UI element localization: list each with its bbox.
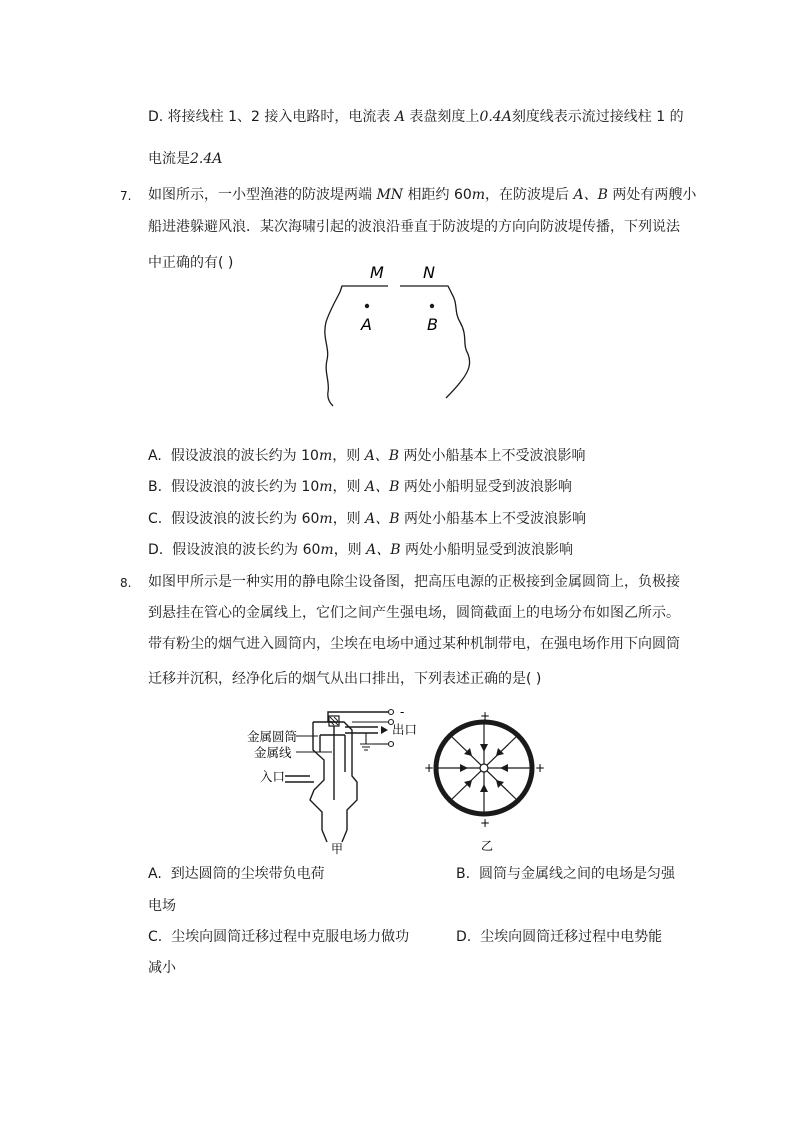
option-text: 假设波浪的波长约为 60 [172,542,321,558]
option-text: 尘埃向圆筒迁移过程中电势能 [480,929,663,945]
q7-stem-line3: 中正确的有( ) [148,255,234,271]
label-m: M [370,263,384,282]
minus-sign: - [400,705,405,719]
option-text: 两处小船基本上不受波浪影响 [399,448,586,464]
caption-jia: 甲 [331,842,344,856]
q7-number: 7. [120,189,132,203]
central-wire [480,764,488,772]
q7-stem-text: 如图所示，一小型渔港的防波堤两端 [148,187,377,203]
option-var: A、B [364,479,400,495]
q7-stem-text: 两处有两艘小 [607,187,697,203]
q8-stem-line3: 带有粉尘的烟气进入圆筒内，尘埃在电场中通过某种机制带电，在强电场作用下向圆筒 [148,636,680,652]
option-text: 到达圆筒的尘埃带负电荷 [170,866,325,882]
option-letter: B. [456,866,471,882]
q7-option-a[interactable] [148,446,586,466]
option-letter: A. [148,866,162,882]
label-metal-wire: 金属线 [254,745,292,760]
q6-option-d-text: 刻度线表示流过接线柱 1 的 [511,109,684,125]
field-arrows [460,744,508,792]
label-n: N [423,263,435,282]
option-text: ，则 [332,479,365,495]
option-unit: m [320,542,334,558]
option-var: A、B [366,542,401,558]
option-text: 假设波浪的波长约为 10 [170,448,319,464]
q8-option-a[interactable] [148,864,325,884]
label-outlet: 出口 [392,722,418,737]
current-value: 2.4A [190,151,223,167]
q8-option-b[interactable] [456,864,675,884]
option-text: 尘埃向圆筒迁移过程中克服电场力做功 [171,929,410,945]
option-unit: m [319,511,333,527]
q8-stem-line4: 迁移并沉积，经净化后的烟气从出口排出，下列表述正确的是( ) [148,671,542,687]
q8-stem-line1: 如图甲所示是一种实用的静电除尘设备图，把高压电源的正极接到金属圆筒上，负极接 [148,574,680,590]
q7-var-ab: A、B [573,187,608,203]
plus-right: + [535,761,546,775]
point-a-dot [365,304,369,308]
option-var: A、B [364,448,400,464]
q7-option-d[interactable] [148,540,573,560]
q6-option-d-line2 [148,149,222,169]
q8-number: 8. [120,576,132,590]
option-letter: A. [148,448,162,464]
q8-option-c[interactable] [148,927,409,947]
label-b: B [427,315,438,334]
q8-option-b-cont: 电场 [148,898,176,914]
option-text: ，则 [333,542,367,558]
option-text: 两处小船基本上不受波浪影响 [399,511,586,527]
q7-var-mn: MN [376,187,404,203]
option-var: A、B [365,511,400,527]
plus-bottom: + [480,816,491,830]
caption-yi: 乙 [481,839,494,853]
label-inlet: 入口 [260,769,286,784]
option-letter: B. [148,479,163,495]
q7-stem-text: 相距约 60 [403,187,472,203]
q8-stem-line2: 到悬挂在管心的金属线上，它们之间产生强电场，圆筒截面上的电场分布如图乙所示。 [148,605,680,621]
field-lines [436,722,532,814]
option-text: 假设波浪的波长约为 60 [171,511,320,527]
q7-unit: m [471,187,486,203]
option-text: 两处小船明显受到波浪影响 [399,479,572,495]
option-text: 两处小船明显受到波浪影响 [400,542,573,558]
q7-option-b[interactable] [148,477,572,497]
q8-option-d[interactable] [456,927,662,947]
label-a: A [361,315,372,334]
plus-top: + [480,709,491,723]
option-text: ，则 [332,448,365,464]
q7-option-c[interactable] [148,509,586,529]
option-text: 假设波浪的波长约为 10 [170,479,320,495]
q6-option-d-line1 [148,107,684,127]
option-letter: D. [148,542,164,558]
option-letter: C. [148,929,163,945]
q6-option-d-text: 表盘刻度上 [404,109,480,125]
breakwater-outline [325,286,470,406]
q6-option-d-text: D. 将接线柱 1、2 接入电路时，电流表 [148,109,395,125]
cylinder-cross-section [436,722,532,814]
q6-option-d-text: 电流是 [148,151,190,167]
option-text: 圆筒与金属线之间的电场是匀强 [478,866,675,882]
ammeter-symbol: A [394,109,405,125]
scale-value: 0.4A [479,109,512,125]
label-metal-cylinder: 金属圆筒 [247,729,298,744]
option-letter: D. [456,929,472,945]
option-text: ，则 [332,511,366,527]
plus-left: + [424,761,435,775]
q7-stem-text: ，在防波堤后 [485,187,574,203]
q7-stem-line2: 船进港躲避风浪．某次海啸引起的波浪沿垂直于防波堤的方向向防波堤传播，下列说法 [148,219,680,235]
point-b-dot [430,304,434,308]
option-unit: m [319,479,333,495]
option-unit: m [318,448,333,464]
q8-option-d-cont: 减小 [148,960,176,976]
q7-stem-line1 [148,185,696,205]
option-letter: C. [148,511,163,527]
